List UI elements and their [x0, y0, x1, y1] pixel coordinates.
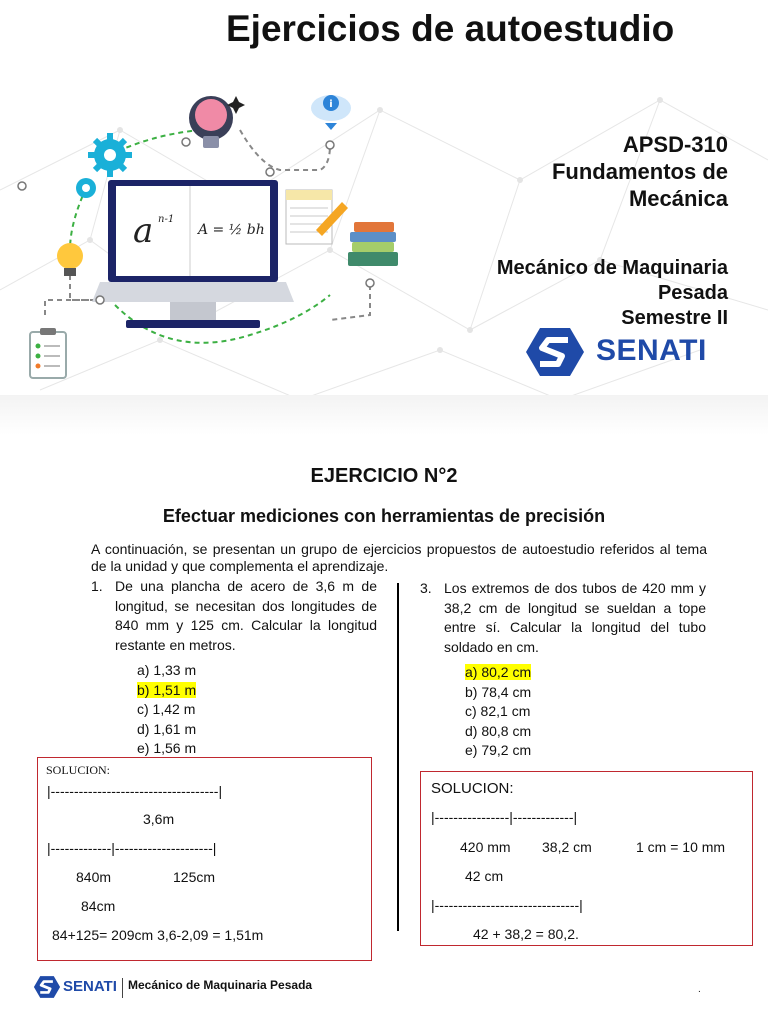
option-c: c) 1,42 m [137, 701, 196, 717]
option-b: b) 78,4 cm [465, 683, 532, 700]
option-c: c) 82,1 cm [465, 703, 531, 719]
solution-part-2: 38,2 cm [542, 839, 592, 855]
footer-wordmark: SENATI [63, 978, 117, 995]
solution-conversion: 84cm [81, 898, 116, 914]
svg-text:A = ½ bh: A = ½ bh [198, 222, 265, 238]
svg-text:a: a [133, 211, 154, 251]
solution-converted: 42 cm [465, 868, 504, 884]
question-text: Los extremos de dos tubos de 420 mm y 38,2 cm de longitud se sueldan a tope entre sí. Calcular la longitud del tubo soldado en cm. [444, 580, 706, 655]
solution-line: |------------------------------------| [47, 783, 223, 799]
course-name-line2: Mecánica [628, 186, 728, 211]
page-title: Ejercicios de autoestudio [226, 8, 675, 49]
solution-part-1: 840m [76, 869, 112, 885]
senati-logo [524, 326, 734, 378]
footer-dot: . [698, 984, 701, 995]
solution-conversion: 1 cm = 10 mm [636, 839, 726, 855]
question-3 [420, 579, 706, 657]
exercise-title: EJERCICIO N°2 [310, 465, 458, 487]
solution-box-1 [37, 757, 372, 961]
svg-text:n-1: n-1 [158, 214, 175, 225]
option-d: d) 1,61 m [137, 720, 197, 737]
question-1 [91, 577, 377, 655]
option-d: d) 80,8 cm [465, 722, 532, 739]
career-line1: Mecánico de Maquinaria [496, 257, 728, 279]
solution-total: 3,6m [143, 811, 175, 827]
solution-result: 84+125= 209cm 3,6-2,09 = 1,51m [52, 927, 264, 943]
senati-wordmark: SENATI [596, 334, 707, 367]
option-a: a) 1,33 m [137, 662, 197, 678]
question-text: De una plancha de acero de 3,6 m de longitud, se necesitan dos longitudes de 840 mm y 125 cm. Calcular la longitud restante en metros. [115, 578, 377, 653]
option-e: e) 1,56 m [137, 740, 197, 756]
question-3-options [465, 663, 531, 761]
column-divider [397, 583, 399, 931]
course-name-line1: Fundamentos de [551, 159, 728, 184]
header-shadow [0, 395, 768, 435]
footer-text: Mecánico de Maquinaria Pesada [128, 978, 313, 992]
course-code: APSD-310 [622, 132, 728, 157]
career-info [497, 256, 728, 331]
footer-separator [122, 978, 123, 998]
senati-emblem-icon [524, 326, 586, 378]
question-1-options [137, 661, 196, 759]
question-number: 3. [420, 580, 432, 596]
solution-line: |----------------|-------------| [431, 809, 578, 825]
option-b-selected: b) 1,51 m [137, 681, 197, 698]
solution-box-3 [420, 771, 753, 946]
course-info [552, 131, 728, 212]
exercise-subtitle: Efectuar mediciones con herramientas de precisión [162, 506, 606, 526]
exercise-intro: A continuación, se presentan un grupo de ejercicios propuestos de autoestudio referidos al tema de la unidad y que complementa el aprendizaje. [91, 541, 707, 574]
solution-line: |-------------|---------------------| [47, 840, 217, 856]
solution-line: |-------------------------------| [431, 897, 583, 913]
option-a-selected: a) 80,2 cm [465, 664, 532, 680]
question-number: 1. [91, 578, 103, 594]
solution-label: SOLUCION: [46, 763, 111, 777]
senati-emblem-icon [33, 975, 61, 999]
solution-result: 42 + 38,2 = 80,2. [473, 926, 579, 942]
solution-part-1: 420 mm [460, 839, 511, 855]
footer-logo [33, 975, 119, 1001]
solution-label: SOLUCION: [431, 780, 514, 797]
solution-part-2: 125cm [173, 869, 216, 885]
career-line2: Pesada [657, 282, 728, 304]
option-e: e) 79,2 cm [465, 742, 532, 758]
svg-text:i: i [329, 99, 333, 110]
semester-label: Semestre II [621, 307, 728, 329]
